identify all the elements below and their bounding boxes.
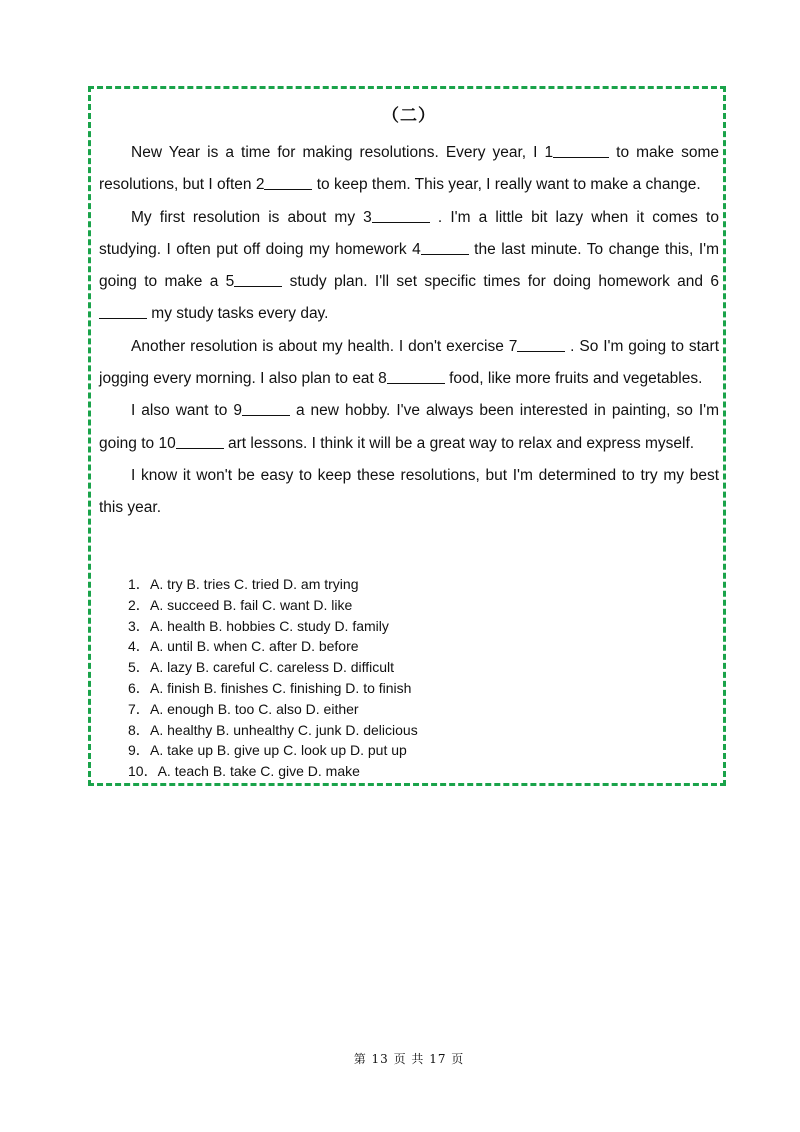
option-number: 7． (128, 700, 150, 717)
page-footer: 第 13 页 共 17 页 (353, 1052, 465, 1066)
passage-text: a new hobby. I've always been interested in painting, so I'm going to 10 (99, 402, 719, 452)
option-number: 1． (128, 576, 150, 592)
cloze-passage (99, 137, 719, 525)
paragraph-2 (99, 202, 719, 331)
passage-text: to keep them. This year, I really want to make a change. (312, 176, 701, 194)
option-text: A. finish B. finishes C. finishing D. to finish (150, 679, 412, 696)
passage-text: art lessons. I think it will be a great way to relax and express myself. (223, 434, 695, 452)
option-row-1 (128, 574, 418, 595)
answer-blank-9 (242, 400, 290, 417)
option-row-9 (128, 740, 418, 761)
option-row-5 (128, 657, 418, 678)
option-text: A. teach B. take C. give D. make (157, 763, 360, 780)
passage-text: study plan. I'll set specific times for doing homework and 6 (282, 273, 719, 291)
passage-text: food, like more fruits and vegetables. (444, 370, 703, 388)
answer-blank-7 (517, 335, 565, 352)
option-number: 4． (128, 638, 150, 655)
option-row-4 (128, 636, 418, 657)
option-row-8 (128, 720, 418, 741)
option-row-10 (128, 761, 418, 782)
answer-options-list (128, 574, 418, 782)
option-number: 5． (128, 659, 150, 676)
option-text: A. try B. tries C. tried D. am trying (150, 576, 359, 592)
option-number: 10． (128, 763, 158, 780)
answer-blank-4 (421, 238, 469, 255)
answer-blank-6 (99, 303, 147, 320)
passage-text: I know it won't be easy to keep these resolutions, but I'm determined to try my best this year. (99, 466, 719, 517)
passage-text: My first resolution is about my 3 (131, 208, 372, 226)
paragraph-5 (99, 460, 719, 525)
paragraph-3 (99, 331, 719, 396)
option-row-6 (128, 678, 418, 699)
option-number: 6． (128, 679, 150, 696)
passage-text: the last minute. To change this, I'm going to make a 5 (99, 240, 719, 291)
answer-blank-3 (372, 206, 430, 223)
paragraph-1 (99, 137, 719, 202)
section-title: （二） (382, 106, 436, 126)
option-number: 8． (128, 721, 150, 738)
passage-text: . I'm a little bit lazy when it comes to studying. I often put off doing my homework 4 (99, 208, 719, 258)
passage-text: my study tasks every day. (147, 305, 329, 323)
passage-text: New Year is a time for making resolutions. Every year, I 1 (131, 144, 554, 161)
option-text: A. lazy B. careful C. careless D. difficult (150, 659, 395, 676)
answer-blank-2 (264, 174, 312, 191)
passage-text: I also want to 9 (131, 402, 242, 420)
option-text: A. until B. when C. after D. before (150, 638, 359, 655)
option-row-3 (128, 616, 418, 637)
answer-blank-1 (553, 142, 609, 159)
option-number: 9． (128, 742, 150, 759)
answer-blank-8 (387, 368, 445, 385)
option-text: A. healthy B. unhealthy C. junk D. delicious (150, 721, 418, 738)
option-text: A. succeed B. fail C. want D. like (150, 596, 353, 613)
option-text: A. enough B. too C. also D. either (150, 700, 359, 717)
passage-text: to make some resolutions, but I often 2 (99, 144, 719, 194)
option-row-7 (128, 699, 418, 720)
option-number: 2． (128, 596, 150, 613)
paragraph-4 (99, 395, 719, 460)
option-number: 3． (128, 617, 150, 634)
answer-blank-5 (234, 271, 282, 288)
option-row-2 (128, 595, 418, 616)
answer-blank-10 (176, 432, 224, 449)
passage-text: . So I'm going to start jogging every morning. I also plan to eat 8 (99, 337, 719, 388)
option-text: A. health B. hobbies C. study D. family (150, 617, 389, 634)
passage-text: Another resolution is about my health. I don't exercise 7 (131, 337, 518, 355)
option-text: A. take up B. give up C. look up D. put up (150, 742, 407, 759)
